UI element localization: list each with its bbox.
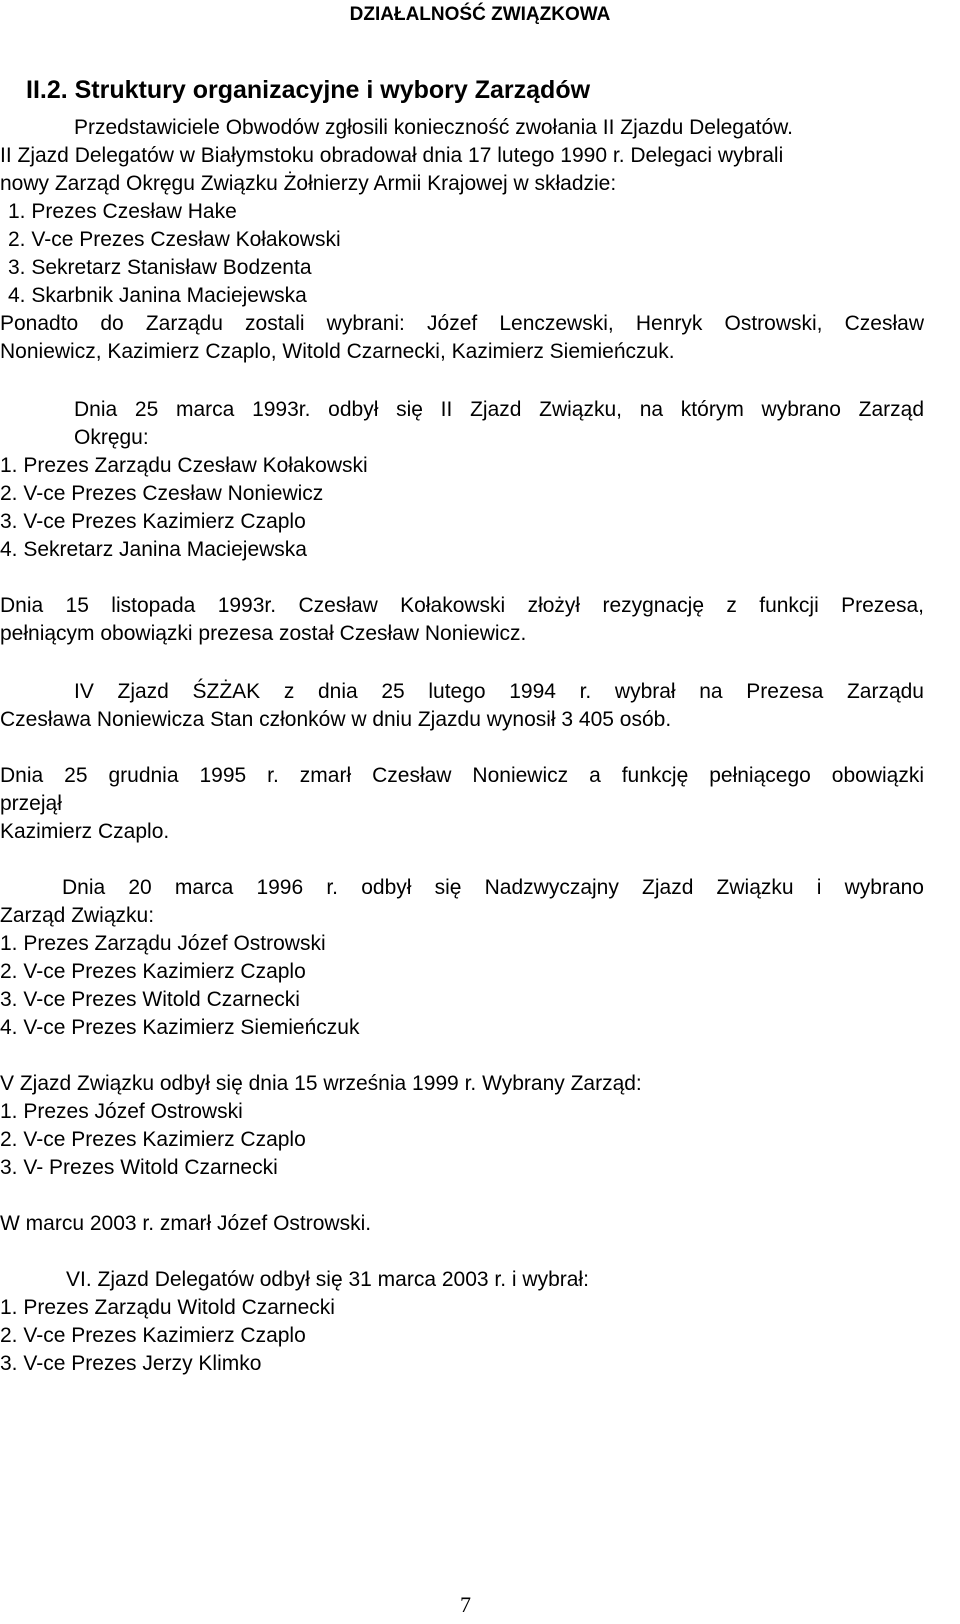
list-item: 4. V-ce Prezes Kazimierz Siemieńczuk: [0, 1016, 360, 1039]
p1-line-3: nowy Zarząd Okręgu Związku Żołnierzy Armii Krajowej w składzie:: [0, 172, 617, 195]
list-item: 3. V-ce Prezes Witold Czarnecki: [0, 988, 300, 1011]
p3-line-1: Dnia 15 listopada 1993r. Czesław Kołakowski złożył rezygnację z funkcji Prezesa,: [0, 594, 924, 617]
list-item: 1. Prezes Zarządu Józef Ostrowski: [0, 932, 326, 955]
list-item: 4. Skarbnik Janina Maciejewska: [8, 284, 307, 307]
p1-line-5: Noniewicz, Kazimierz Czaplo, Witold Czarnecki, Kazimierz Siemieńczuk.: [0, 340, 675, 363]
page-number: 7: [460, 1592, 471, 1617]
list-item: 1. Prezes Czesław Hake: [8, 200, 237, 223]
p1-line-4: Ponadto do Zarządu zostali wybrani: Józef Lenczewski, Henryk Ostrowski, Czesław: [0, 312, 924, 335]
list-item: 2. V-ce Prezes Kazimierz Czaplo: [0, 1128, 306, 1151]
p8-line-1: W marcu 2003 r. zmarł Józef Ostrowski.: [0, 1212, 372, 1235]
list-item: 1. Prezes Józef Ostrowski: [0, 1100, 243, 1123]
p7-line-1: V Zjazd Związku odbył się dnia 15 września 1999 r. Wybrany Zarząd:: [0, 1072, 642, 1095]
p4-line-1: IV Zjazd ŚZŻAK z dnia 25 lutego 1994 r. wybrał na Prezesa Zarządu: [74, 680, 924, 703]
p5-line-3: Kazimierz Czaplo.: [0, 820, 170, 843]
page-header: DZIAŁALNOŚĆ ZWIĄZKOWA: [349, 4, 611, 25]
list-item: 3. Sekretarz Stanisław Bodzenta: [8, 256, 312, 279]
list-item: 2. V-ce Prezes Czesław Noniewicz: [0, 482, 324, 505]
p2-line-1: Dnia 25 marca 1993r. odbył się II Zjazd Związku, na którym wybrano Zarząd: [74, 398, 924, 421]
p2-line-2: Okręgu:: [74, 426, 149, 449]
p6-line-2: Zarząd Związku:: [0, 904, 155, 927]
list-item: 2. V-ce Prezes Kazimierz Czaplo: [0, 1324, 306, 1347]
p6-line-1: Dnia 20 marca 1996 r. odbył się Nadzwyczajny Zjazd Związku i wybrano: [62, 876, 924, 899]
p5-line-1: Dnia 25 grudnia 1995 r. zmarł Czesław Noniewicz a funkcję pełniącego obowiązki: [0, 764, 924, 787]
list-item: 1. Prezes Zarządu Witold Czarnecki: [0, 1296, 335, 1319]
list-item: 3. V- Prezes Witold Czarnecki: [0, 1156, 278, 1179]
p1-line-1: Przedstawiciele Obwodów zgłosili konieczność zwołania II Zjazdu Delegatów.: [74, 116, 794, 139]
p4-line-2: Czesława Noniewicza Stan członków w dniu Zjazdu wynosił 3 405 osób.: [0, 708, 672, 731]
list-item: 4. Sekretarz Janina Maciejewska: [0, 538, 307, 561]
p3-line-2: pełniącym obowiązki prezesa został Czesław Noniewicz.: [0, 622, 527, 645]
list-item: 3. V-ce Prezes Kazimierz Czaplo: [0, 510, 306, 533]
p1-line-2: II Zjazd Delegatów w Białymstoku obradował dnia 17 lutego 1990 r. Delegaci wybrali: [0, 144, 784, 167]
list-item: 1. Prezes Zarządu Czesław Kołakowski: [0, 454, 368, 477]
list-item: 3. V-ce Prezes Jerzy Klimko: [0, 1352, 262, 1375]
list-item: 2. V-ce Prezes Czesław Kołakowski: [8, 228, 341, 251]
section-title: II.2. Struktury organizacyjne i wybory Zarządów: [26, 76, 591, 104]
list-item: 2. V-ce Prezes Kazimierz Czaplo: [0, 960, 306, 983]
p5-line-2: przejął: [0, 792, 62, 815]
p9-line-1: VI. Zjazd Delegatów odbył się 31 marca 2003 r. i wybrał:: [66, 1268, 589, 1291]
